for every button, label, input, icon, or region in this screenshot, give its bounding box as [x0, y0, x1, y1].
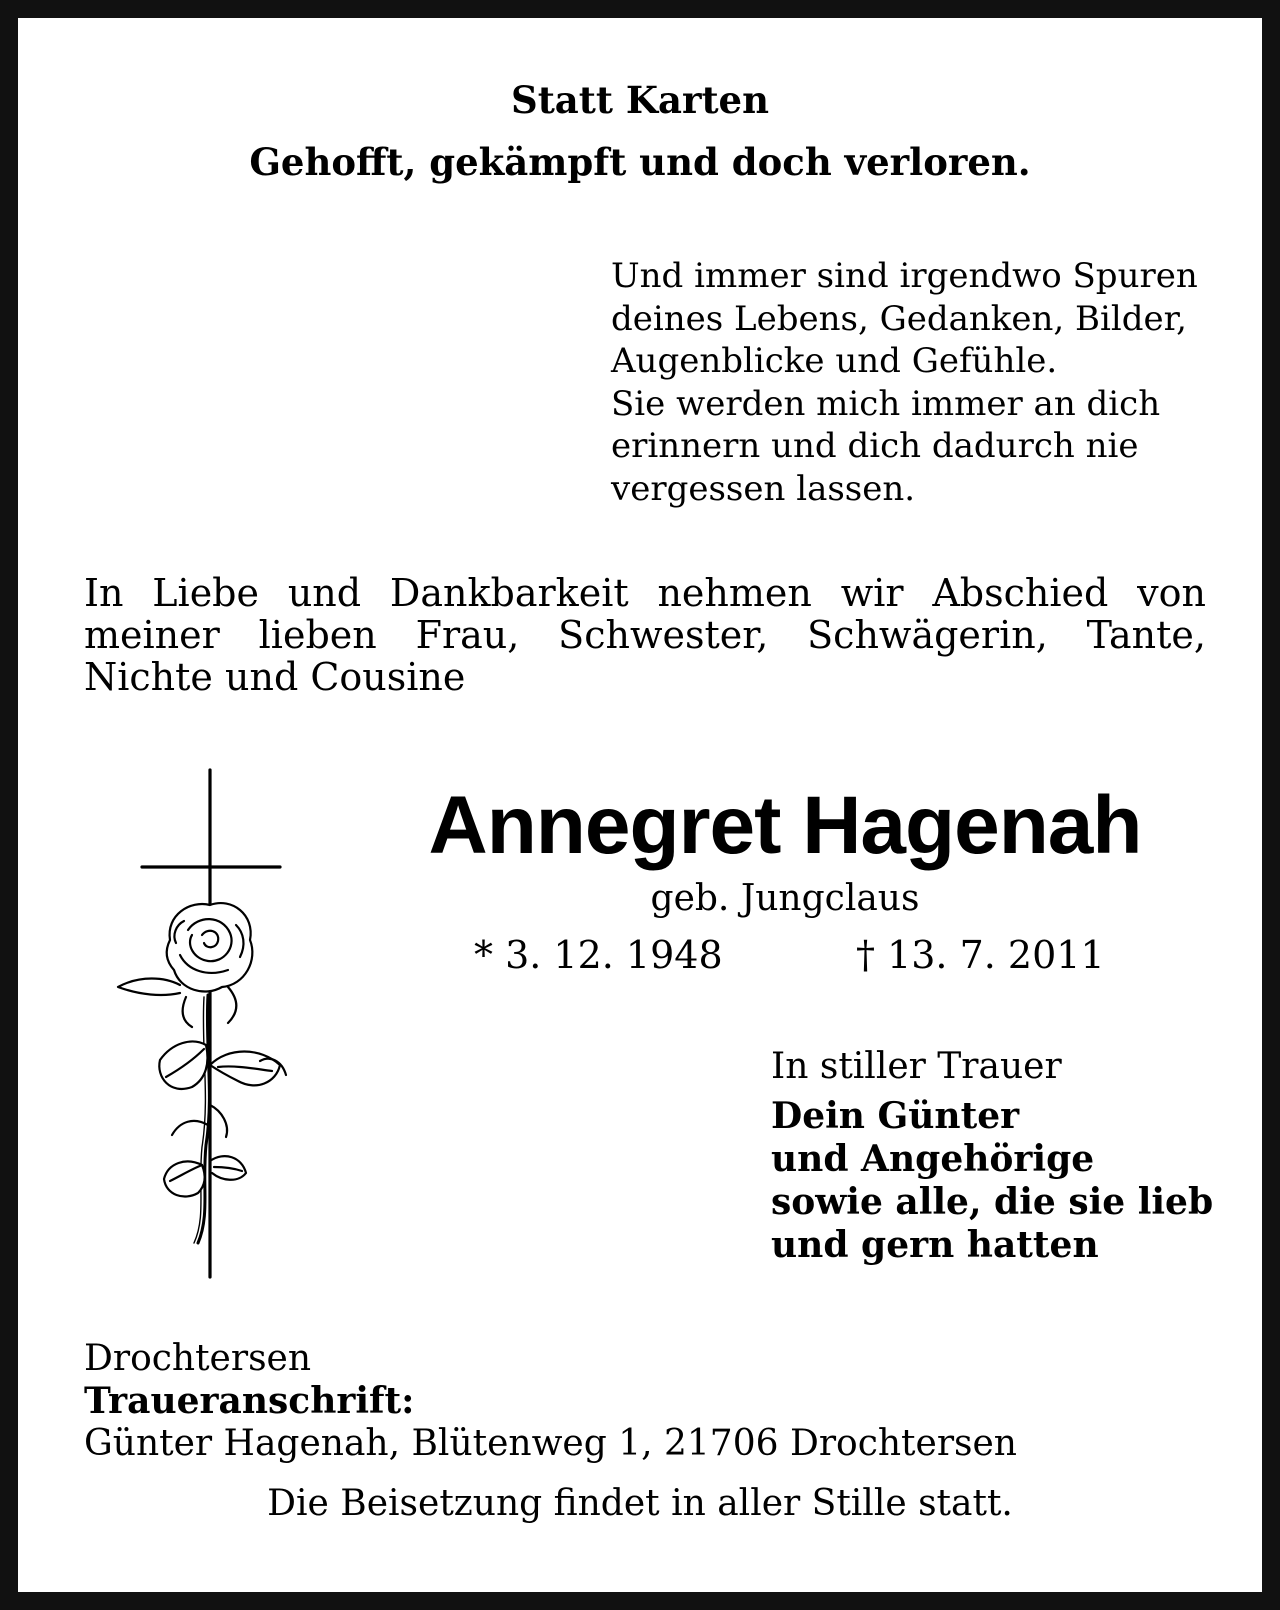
- burial-note: Die Beisetzung findet in aller Stille statt.: [267, 1483, 1013, 1524]
- notice-title: Statt Karten: [510, 78, 769, 122]
- farewell-text: [84, 572, 1206, 698]
- address-label: Traueranschrift:: [84, 1380, 415, 1422]
- notice-subtitle: Gehofft, gekämpft und doch verloren.: [249, 140, 1031, 184]
- mourning-address: Günter Hagenah, Blütenweg 1, 21706 Drochtersen: [84, 1423, 1017, 1464]
- farewell-line: Nichte und Cousine: [84, 655, 466, 699]
- poem: [611, 255, 1198, 510]
- mourner-line: sowie alle, die sie lieb: [771, 1181, 1214, 1223]
- farewell-line: meiner lieben Frau, Schwester, Schwägerin, Tante,: [84, 613, 1206, 657]
- mourner-line: und Angehörige: [771, 1138, 1095, 1180]
- poem-line: erinnern und dich dadurch nie: [611, 426, 1139, 466]
- death-date: † 13. 7. 2011: [856, 933, 1105, 977]
- mourner-line: Dein Günter: [771, 1095, 1020, 1137]
- farewell-line: In Liebe und Dankbarkeit nehmen wir Abschied von: [84, 571, 1206, 615]
- birth-name: geb. Jungclaus: [650, 878, 920, 919]
- poem-line: Und immer sind irgendwo Spuren: [611, 256, 1198, 296]
- mourner-line: und gern hatten: [771, 1224, 1099, 1266]
- poem-line: Augenblicke und Gefühle.: [611, 341, 1058, 381]
- deceased-name: Annegret Hagenah: [428, 780, 1142, 871]
- mourners-list: [771, 1095, 1213, 1267]
- cross-with-rose-icon: [110, 765, 300, 1280]
- poem-line: vergessen lassen.: [611, 468, 916, 509]
- poem-line: Sie werden mich immer an dich: [611, 383, 1161, 424]
- mourning-intro: In stiller Trauer: [771, 1046, 1062, 1087]
- poem-line: deines Lebens, Gedanken, Bilder,: [611, 298, 1187, 339]
- birth-date: * 3. 12. 1948: [474, 933, 723, 977]
- place-name: Drochtersen: [84, 1338, 312, 1379]
